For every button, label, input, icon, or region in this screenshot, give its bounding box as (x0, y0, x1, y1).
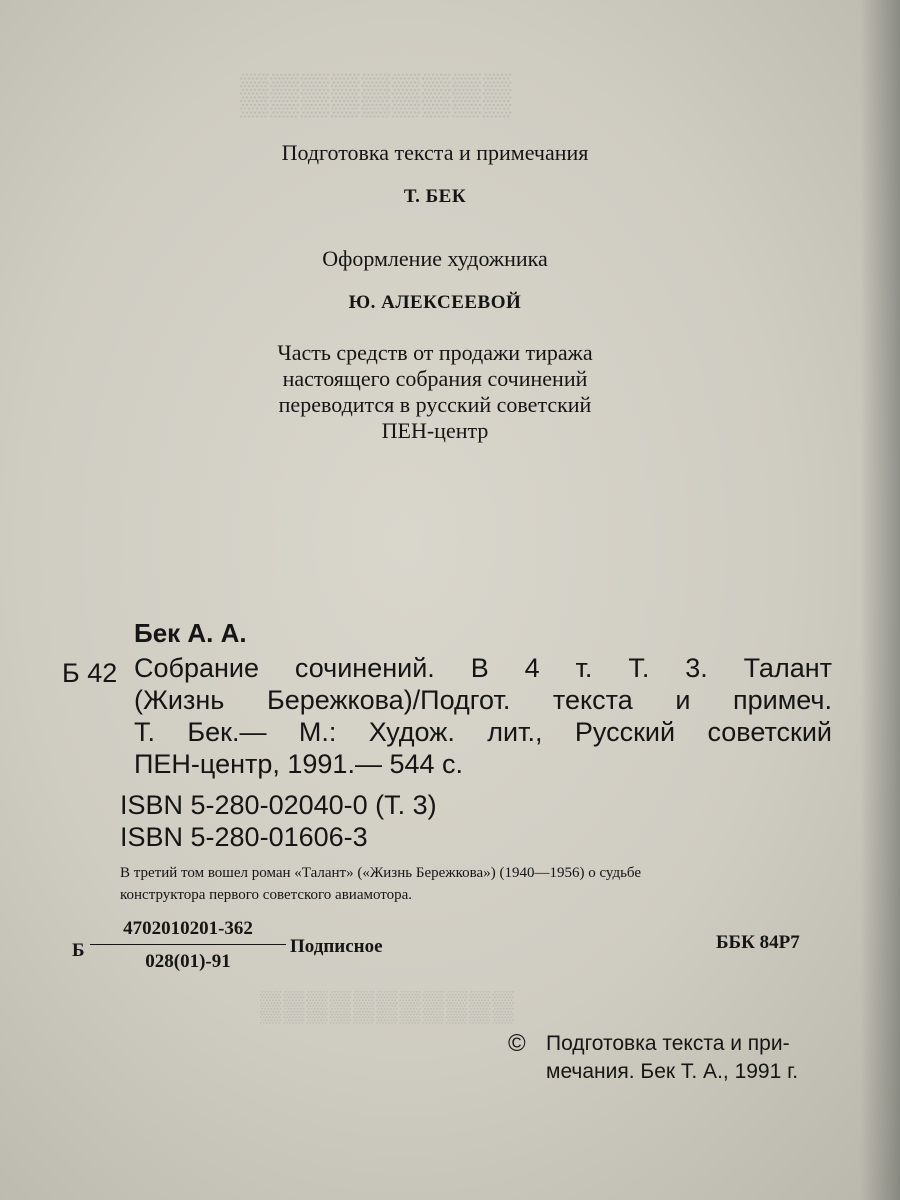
annotation-line: В третий том вошел роман «Талант» («Жизнь Бережкова») (1940—1956) о судьбе (120, 865, 642, 881)
notice-line: переводится в русский советский (278, 392, 592, 417)
design-name: Ю. АЛЕКСЕЕВОЙ (348, 292, 522, 313)
author-code: Б 42 (62, 658, 118, 688)
text-prep-label: Подготовка текста и примечания (281, 140, 589, 165)
annotation (120, 862, 830, 906)
annotation-line: конструктора первого советского авиамотора. (120, 887, 413, 903)
bbk-code: ББК 84Р7 (716, 932, 800, 953)
isbn-volume: ISBN 5-280-02040-0 (Т. 3) (120, 790, 437, 820)
isbn-set: ISBN 5-280-01606-3 (120, 822, 368, 852)
bib-description-line: ПЕН-центр, 1991.— 544 с. (134, 749, 463, 779)
text-prep-name: Т. БЕК (403, 186, 467, 207)
notice-line: Часть средств от продажи тиража (277, 340, 593, 365)
classification-letter: Б (72, 940, 85, 961)
classification-denominator: 028(01)-91 (145, 951, 231, 972)
classification-numerator: 4702010201-362 (90, 918, 286, 945)
bib-author: Бек А. А. (134, 618, 247, 648)
bib-description-line: Т. Бек.— М.: Худож. лит., Русский советский (134, 717, 832, 747)
copyright-line: мечания. Бек Т. А., 1991 г. (546, 1060, 799, 1083)
design-label: Оформление художника (322, 246, 548, 271)
copyright-line: Подготовка текста и при- (546, 1032, 790, 1055)
copyright-icon: © (508, 1030, 526, 1057)
bib-description-line: Собрание сочинений. В 4 т. Т. 3. Талант (134, 653, 832, 683)
notice-line: настоящего собрания сочинений (282, 366, 588, 391)
notice-line: ПЕН-центр (381, 418, 489, 443)
subscription-label: Подписное (290, 936, 383, 957)
bleed-through-decoration: ▒▒▒▒▒▒▒▒▒▒▒ (260, 990, 516, 1023)
bleed-through-decoration: ▒▒▒▒▒▒▒▒▒ (240, 71, 514, 116)
bib-description-line: (Жизнь Бережкова)/Подгот. текста и примеч. (134, 685, 832, 715)
classification-fraction (90, 918, 286, 973)
pen-center-notice (0, 340, 870, 444)
